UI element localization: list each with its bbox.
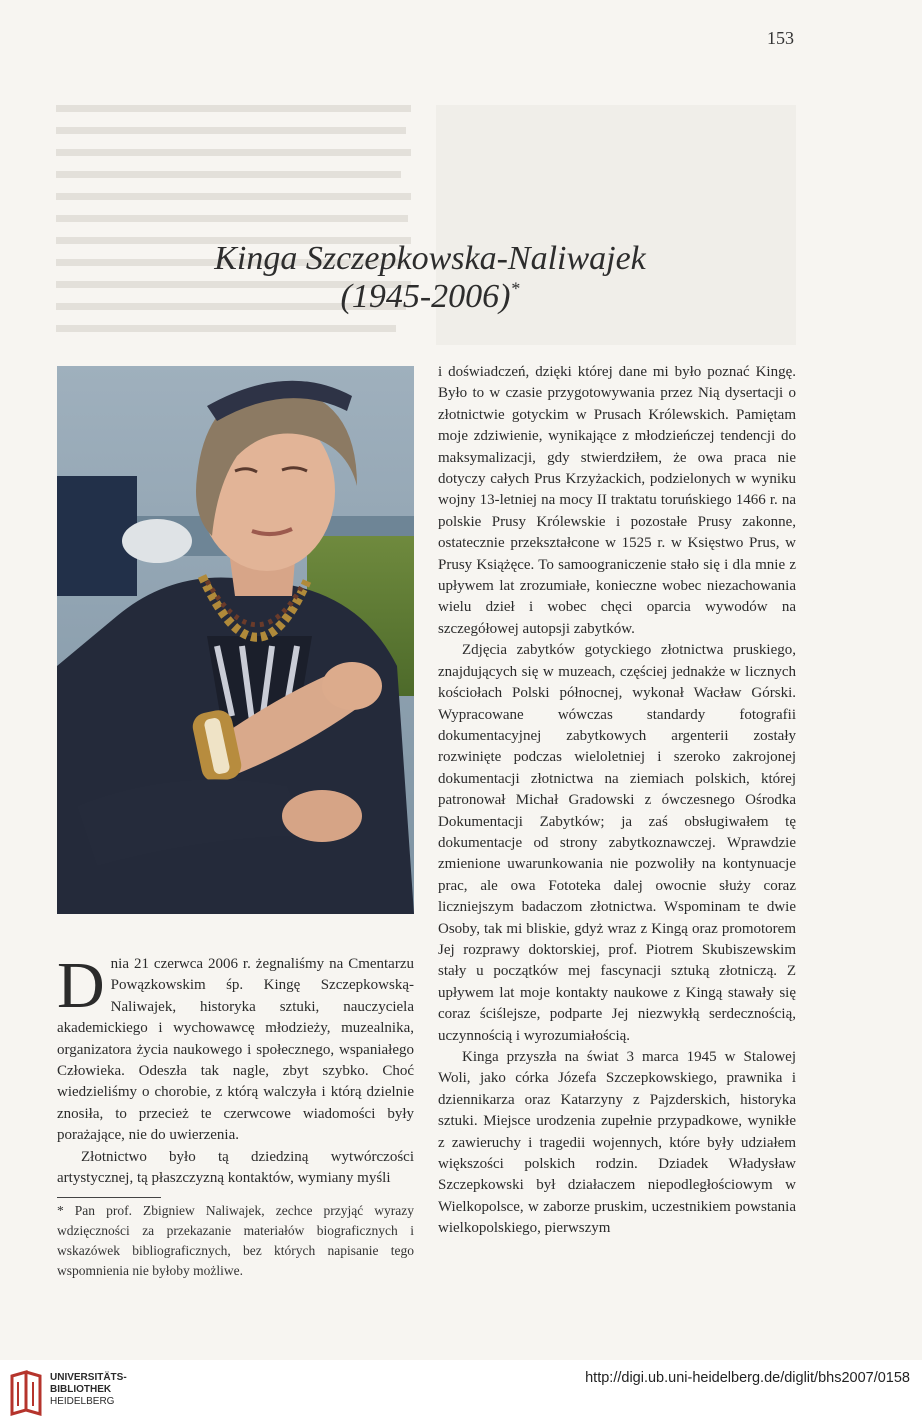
article-title-dates	[0, 278, 860, 316]
title-line-2: (1945-2006)	[340, 278, 511, 315]
library-name-line-1: UNIVERSITÄTS-	[50, 1372, 127, 1383]
right-paragraph-1: i doświadczeń, dzięki której dane mi było poznać Kingę. Było to w czasie przygotowywania przez Nią dysertacji o złotnictwie gotyckim w Prusach Królewskich. Pamiętam moje zdziwienie, wynikające z młodzieńczej tendencji do maksymalizacji, gdy stwierdziłem, że owa praca nie dotyczy całych Prus Krzyżackich, podzielonych w wyniku wojny 13-letniej na mocy II traktatu toruńskiego 1466 r. na polskie Prusy Królewskie i pozostałe Prusy zakonne, ostatecznie przekształcone w 1525 r. w Księstwo Prus, w Prusy Książęce. To samoograniczenie stało się i dla mnie z upływem lat zrozumiałe, konieczne wobec niezachowania wielu dzieł i wobec chęci oparcia wywodów na szczegółowej autopsji zabytków.	[438, 364, 796, 637]
library-logo-icon	[8, 1370, 44, 1416]
library-name-line-2: BIBLIOTHEK	[50, 1384, 112, 1395]
portrait-photo	[57, 366, 414, 914]
footnote-separator	[57, 1197, 161, 1198]
left-paragraph-2: Złotnictwo było tą dziedziną wytwórczości artystycznej, tą płaszczyzną kontaktów, wymiany myśli	[57, 1148, 414, 1187]
library-name	[50, 1372, 127, 1408]
library-name-line-3: HEIDELBERG	[50, 1396, 115, 1407]
footnote: * Pan prof. Zbigniew Naliwajek, zechce przyjąć wyrazy wdzięczności za przekazanie materiałów biograficznych i wskazówek bibliograficznych, bez których napisanie tego wspomnienia nie byłoby możliwe.	[57, 1203, 414, 1278]
title-line-1: Kinga Szczepkowska-Naliwajek	[214, 240, 646, 277]
left-column	[57, 949, 414, 1189]
right-paragraph-3: Kinga przyszła na świat 3 marca 1945 w Stalowej Woli, jako córka Józefa Szczepkowskiego, prawnika i dziennikarza oraz Katarzyny z Pajzderskich, historyka sztuki. Miejsce urodzenia zupełnie przypadkowe, wynikłe z zawieruchy i tragedii wojennych, które były udziałem większości polskich rodzin. Dziadek Władysław Szczepkowski był działaczem niepodległościowym w Wielkopolsce, w zaborze pruskim, uczestnikiem powstania wielkopolskiego, pierwszym	[438, 1049, 796, 1237]
digital-copy-link[interactable]: http://digi.ub.uni-heidelberg.de/diglit/bhs2007/0158	[585, 1370, 910, 1386]
digitization-footer	[0, 1360, 922, 1424]
left-paragraph-1-text: nia 21 czerwca 2006 r. żegnaliśmy na Cmentarzu Powązkowskim śp. Kingę Szczepkowską-Naliwajek, historyka sztuki, nauczyciela akademickiego i wychowawcę młodzieży, muzealnika, organizatora życia naukowego i społecznego, wspaniałego Człowieka. Odeszła tak nagle, zbyt szybko. Choć wiedzieliśmy o chorobie, z którą walczyła i którą dzielnie znosiła, to przecież te czerwcowe wiadomości były porażające, nie do uwierzenia.	[57, 956, 414, 1144]
portrait-illustration	[57, 366, 414, 914]
right-paragraph-2: Zdjęcia zabytków gotyckiego złotnictwa pruskiego, znajdujących się w muzeach, częściej jednakże w licznych kościołach Polski północnej, wykonał Wacław Górski. Wypracowane wówczas standardy fotografii dokumentacyjnej zabytkowych argenterii zostały rozwinięte podczas wieloletniej i szeroko zakrojonej dokumentacji złotnictwa na ziemiach polskich, której patronował Michał Gradowski z ówczesnego Ośrodka Dokumentacji Zabytków; ja zaś obsługiwałem tę dokumentacje od strony zabytkoznawczej. Wprawdzie zmienione uwarunkowania nie pozwoliły na kontynuacje prac, ale owa Fototeka dalej owocnie służy coraz liczniejszym badaczom złotnictwa. Wspominam te dwie Osoby, tak mi bliskie, gdyż wraz z Kingą oraz promotorem Jej rozprawy doktorskiej, prof. Piotrem Skubiszewskim stały u początków mej fascynacji sztuką złotniczą. Z upływem lat moje kontakty naukowe z Kingą stawały się coraz ściślejsze, podparte Jej niezwykłą serdecznością, uczynnością i wyrozumiałością.	[438, 642, 796, 1044]
drop-cap: D	[57, 949, 105, 1022]
right-column	[438, 362, 796, 1240]
article-title-name	[0, 240, 860, 278]
left-paragraph-1	[57, 949, 414, 1147]
page-number: 153	[767, 28, 794, 48]
title-footnote-mark: *	[510, 278, 520, 299]
